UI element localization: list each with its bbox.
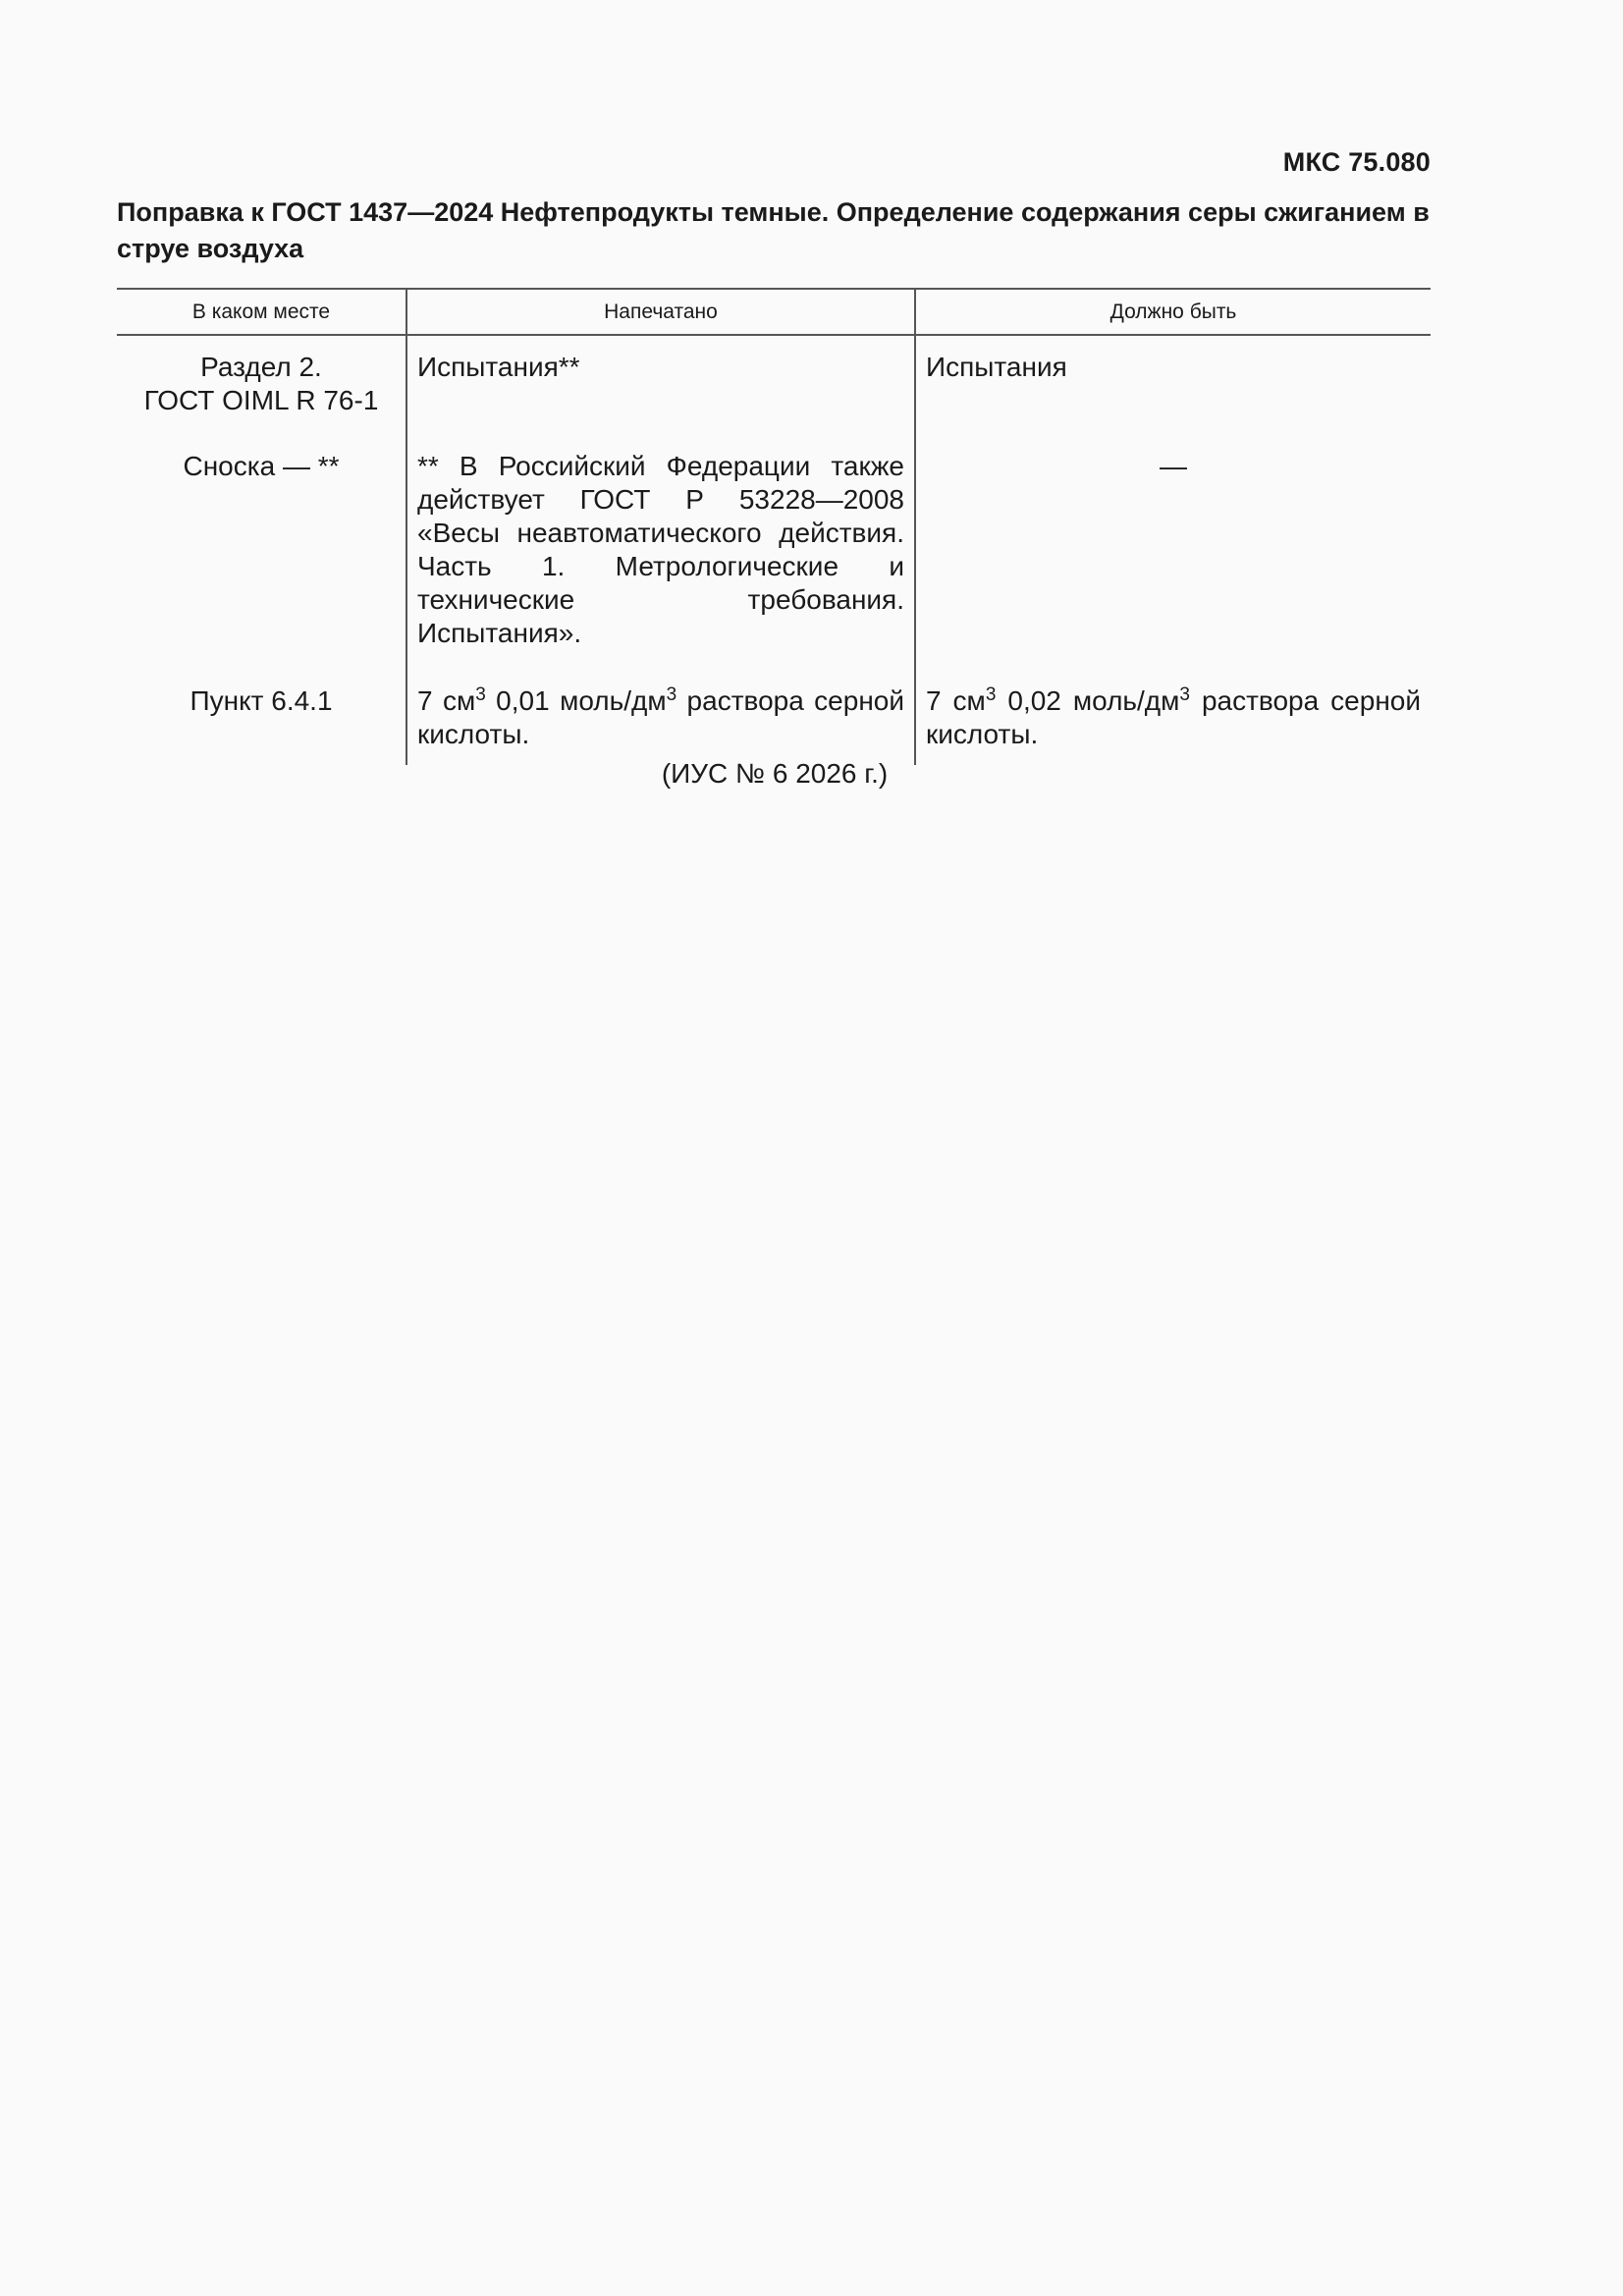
cell-place [117,335,406,450]
superscript: 3 [1179,684,1190,705]
header-printed: Напечатано [406,289,915,335]
table-row [117,450,1431,684]
ius-reference: (ИУС № 6 2026 г.) [661,758,889,789]
superscript: 3 [475,684,486,705]
table-header-row [117,289,1431,335]
superscript: 3 [985,684,997,705]
text-part: 0,01 моль/дм [485,685,667,716]
text-part: 0,02 моль/дм [996,685,1180,716]
cell-printed [406,684,915,765]
mks-code: МКС 75.080 [1282,147,1431,177]
text-part: раствора серной кислоты. [417,685,904,749]
cell-printed: ** В Российский Федерации также действует ГОСТ Р 53228—2008 «Весы неавтоматического действия. Часть 1. Метрологические и технические требования. Испытания». [406,450,915,684]
place-line-1: Раздел 2. [200,352,322,382]
document-title: Поправка к ГОСТ 1437—2024 Нефтепродукты темные. Определение содержания серы сжиганием в струе воздуха [117,197,1430,263]
cell-place: Сноска — ** [183,451,340,481]
cell-should-be: Испытания [915,335,1431,450]
superscript: 3 [666,684,677,705]
header-place: В каком месте [117,289,406,335]
cell-should-be: — [915,450,1431,684]
text-part: 7 см [417,685,476,716]
place-line-2: ГОСТ OIML R 76-1 [143,385,379,415]
cell-should-be [915,684,1431,765]
text-part: 7 см [926,685,986,716]
amendment-table [117,288,1431,765]
table-row [117,684,1431,765]
text-part: раствора серной кислоты. [926,685,1421,749]
cell-printed: Испытания** [406,335,915,450]
cell-place: Пункт 6.4.1 [189,685,333,716]
table-row [117,335,1431,450]
header-should-be: Должно быть [915,289,1431,335]
